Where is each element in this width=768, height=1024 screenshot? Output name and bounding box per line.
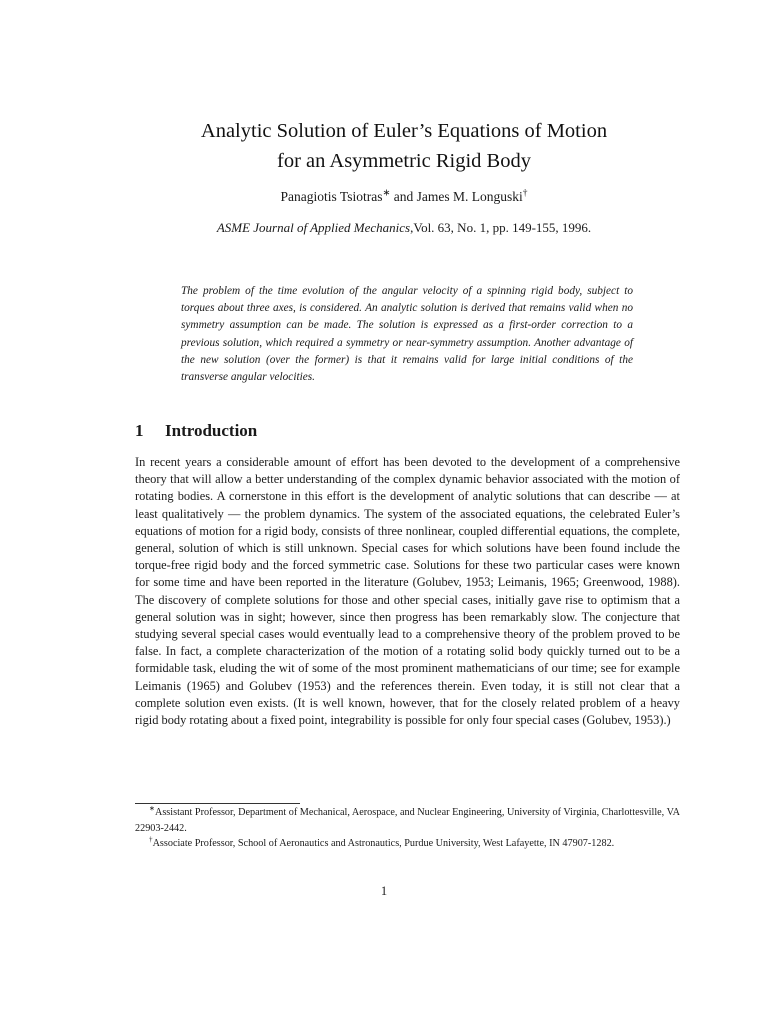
footnote-divider [135,803,300,804]
author-2: James M. Longuski [416,189,523,204]
footnotes [135,805,680,852]
footnote-1-mark: ∗ [149,804,155,813]
title-line-2: for an Asymmetric Rigid Body [277,150,531,172]
footnote-1-text: Assistant Professor, Department of Mechanical, Aerospace, and Nuclear Engineering, University of Virginia, Charlottesville, VA 22903-2442. [135,807,680,834]
footnote-1 [135,805,680,836]
authors [120,188,688,206]
section-title: Introduction [165,421,258,440]
journal-details: ,Vol. 63, No. 1, pp. 149-155, 1996. [410,220,592,235]
author-conjunction: and [390,189,417,204]
paper-title [120,116,688,176]
section-heading [135,420,635,442]
footnote-2-text: Associate Professor, School of Aeronautics and Astronautics, Purdue University, West Lafayette, IN 47907-1282. [152,838,615,849]
page-number: 1 [380,884,388,898]
author-2-footnote-mark: † [522,188,528,199]
journal-name: ASME Journal of Applied Mechanics [216,220,411,235]
author-1: Panagiotis Tsiotras [280,189,383,204]
abstract: The problem of the time evolution of the angular velocity of a spinning rigid body, subject to torques about three axes, is considered. An analytic solution is derived that remains valid when no symmetry assumption can be made. The solution is expressed as a first-order correction to a previous solution, which required a symmetry or near-symmetry assumption. Another advantage of the new solution (over the former) is that it remains valid for large initial conditions of the transverse angular velocities. [181,285,633,384]
section-number: 1 [135,421,144,440]
introduction-paragraph: In recent years a considerable amount of effort has been devoted to the development of a comprehensive theory that will allow a better understanding of the complex dynamic behavior associated with the motion of rotating bodies. A cornerstone in this effort is the development of analytic solutions that can describe — at least qualitatively — the problem dynamics. The system of the associated equations, the celebrated Euler’s equations of motion for a rigid body, consists of three nonlinear, coupled differential equations, the complete, general, solution of which is still unknown. Special cases for which solutions have been found include the torque-free rigid body and the forced symmetric case. Solutions for these two particular cases were known for some time and have been reported in the literature (Golubev, 1953; Leimanis, 1965; Greenwood, 1988). The discovery of complete solutions for those and other special cases, initially gave rise to optimism that a general solution was in sight; however, since then progress has been remarkably slow. The conjecture that studying several special cases would eventually lead to a comprehensive theory of the problem proved to be false. In fact, a complete characterization of the motion of a rotating solid body quickly turned out to be a formidable task, eluding the wit of some of the most prominent mathematicians of our time; see for example Leimanis (1965) and Golubev (1953) and the references therein. Even today, it is still not clear that a complete solution even exists. (It is well known, however, that for the closely related problem of a heavy rigid body rotating about a fixed point, integrability is possible for only four special cases (Golubev, 1953).) [135,455,680,728]
journal-citation [120,219,688,237]
footnote-2 [135,836,680,852]
title-line-1: Analytic Solution of Euler’s Equations of Motion [200,120,608,142]
footnote-2-mark: † [149,835,153,844]
author-1-footnote-mark: ∗ [382,188,391,199]
